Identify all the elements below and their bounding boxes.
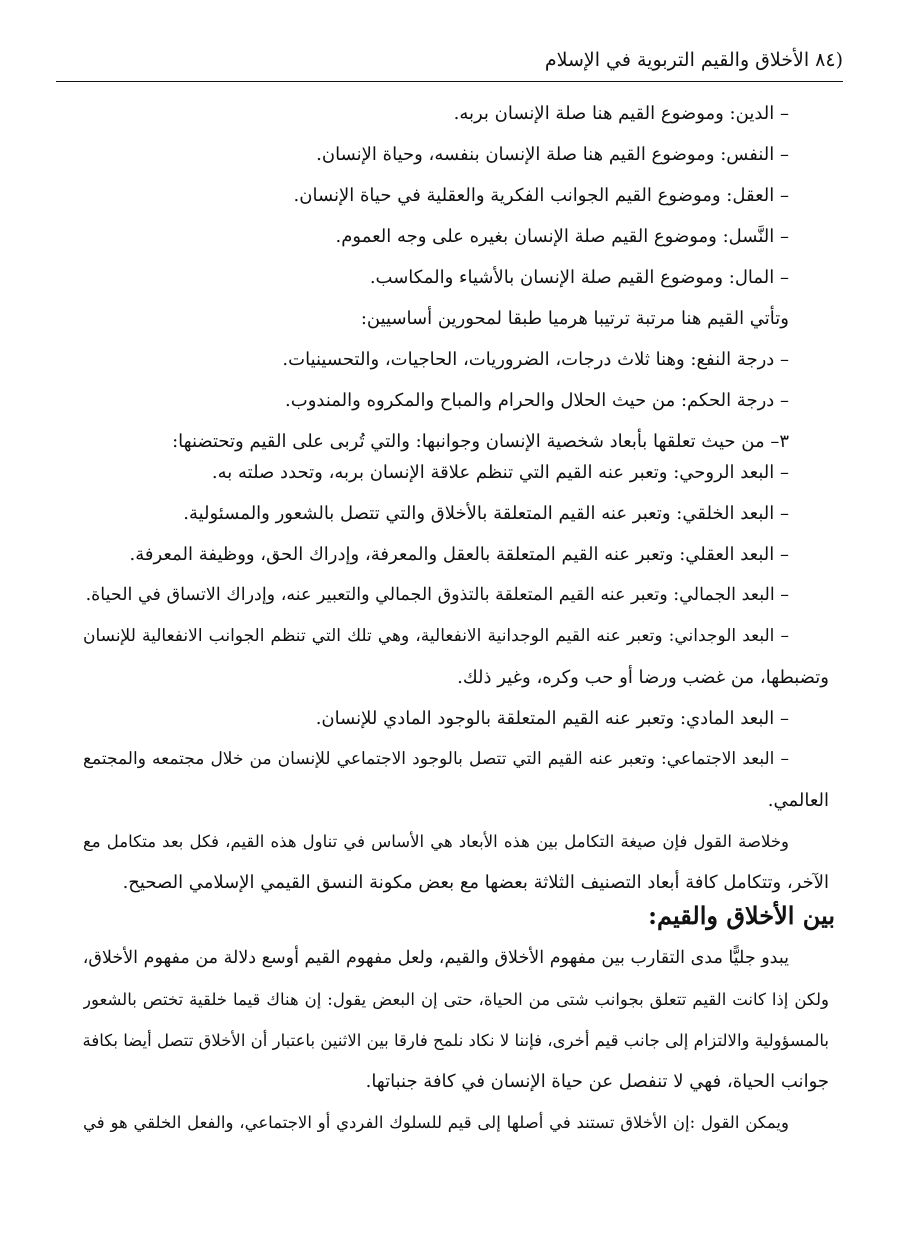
text-line: العالمي. (767, 790, 829, 811)
text-line: – درجة الحكم: من حيث الحلال والحرام والمباح والمكروه والمندوب. (285, 390, 789, 411)
text-line: ٣– من حيث تعلقها بأبعاد شخصية الإنسان وجوانبها: والتي تُربى على القيم وتحتضنها: (172, 431, 789, 452)
page-number: (٨٤ (815, 49, 843, 71)
header-divider (56, 81, 843, 82)
body-text (83, 100, 835, 1150)
text-line: بالمسؤولية والالتزام إلى جانب قيم أخرى، فإننا لا نكاد نلمح فارقا بين الاثنين باعتبار أن الأخلاق تتصل أيضا بكافة (83, 1031, 829, 1050)
text-line: – البعد الوجداني: وتعبر عنه القيم الوجدانية الانفعالية، وهي تلك التي تنظم الجوانب الانفعالية للإنسان (83, 626, 789, 646)
header-text (545, 44, 843, 76)
section-heading: بين الأخلاق والقيم: (648, 901, 835, 930)
text-line: – الدين: وموضوع القيم هنا صلة الإنسان بربه. (453, 103, 789, 124)
text-line: – البعد الجمالي: وتعبر عنه القيم المتعلقة بالتذوق الجمالي والتعبير عنه، وإدراك الاتساق في الحياة. (85, 585, 789, 605)
text-line: – البعد المادي: وتعبر عنه القيم المتعلقة بالوجود المادي للإنسان. (315, 708, 789, 729)
text-line: وتأتي القيم هنا مرتبة ترتيبا هرميا طبقا لمحورين أساسيين: (360, 308, 789, 329)
text-line: وتضبطها، من غضب ورضا أو حب وكره، وغير ذلك. (457, 667, 829, 688)
text-line: الآخر، وتتكامل كافة أبعاد التصنيف الثلاثة بعضها مع بعض مكونة النسق القيمي الإسلامي الصحيح. (122, 872, 829, 893)
running-title: الأخلاق والقيم التربوية في الإسلام (544, 49, 810, 71)
text-line: وخلاصة القول فإن صيغة التكامل بين هذه الأبعاد هي الأساس في تناول هذه القيم، فكل بعد متكامل مع (83, 832, 789, 851)
text-line: ولكن إذا كانت القيم تتعلق بجوانب شتى من الحياة، حتى إن البعض يقول: إن هناك قيما خلقية تختص بالشعور (83, 990, 829, 1009)
text-line: – المال: وموضوع القيم صلة الإنسان بالأشياء والمكاسب. (369, 267, 789, 288)
text-line: جوانب الحياة، فهي لا تنفصل عن حياة الإنسان في كافة جنباتها. (365, 1071, 829, 1092)
text-line: – درجة النفع: وهنا ثلاث درجات، الضروريات، الحاجيات، والتحسينيات. (282, 349, 789, 370)
text-line: – البعد الخلقي: وتعبر عنه القيم المتعلقة بالأخلاق والتي تتصل بالشعور والمسئولية. (183, 503, 789, 524)
text-line: – البعد العقلي: وتعبر عنه القيم المتعلقة بالعقل والمعرفة، وإدراك الحق، ووظيفة المعرفة. (129, 544, 789, 565)
text-line: ويمكن القول :إن الأخلاق تستند في أصلها إلى قيم للسلوك الفردي أو الاجتماعي، والفعل الخلقي هو في (83, 1113, 789, 1132)
text-line: يبدو جليًّا مدى التقارب بين مفهوم الأخلاق والقيم، ولعل مفهوم القيم أوسع دلالة من مفهوم الأخلاق، (83, 948, 789, 968)
text-line: – البعد الروحي: وتعبر عنه القيم التي تنظم علاقة الإنسان بربه، وتحدد صلته به. (211, 462, 789, 483)
text-line: – النفس: وموضوع القيم هنا صلة الإنسان بنفسه، وحياة الإنسان. (316, 144, 789, 165)
text-line: – العقل: وموضوع القيم الجوانب الفكرية والعقلية في حياة الإنسان. (293, 185, 789, 206)
text-line: – النَّسل: وموضوع القيم صلة الإنسان بغيره على وجه العموم. (335, 226, 789, 247)
page-header (56, 44, 843, 84)
text-line: – البعد الاجتماعي: وتعبر عنه القيم التي تتصل بالوجود الاجتماعي للإنسان من خلال مجتمعه والمجتمع (83, 749, 789, 769)
